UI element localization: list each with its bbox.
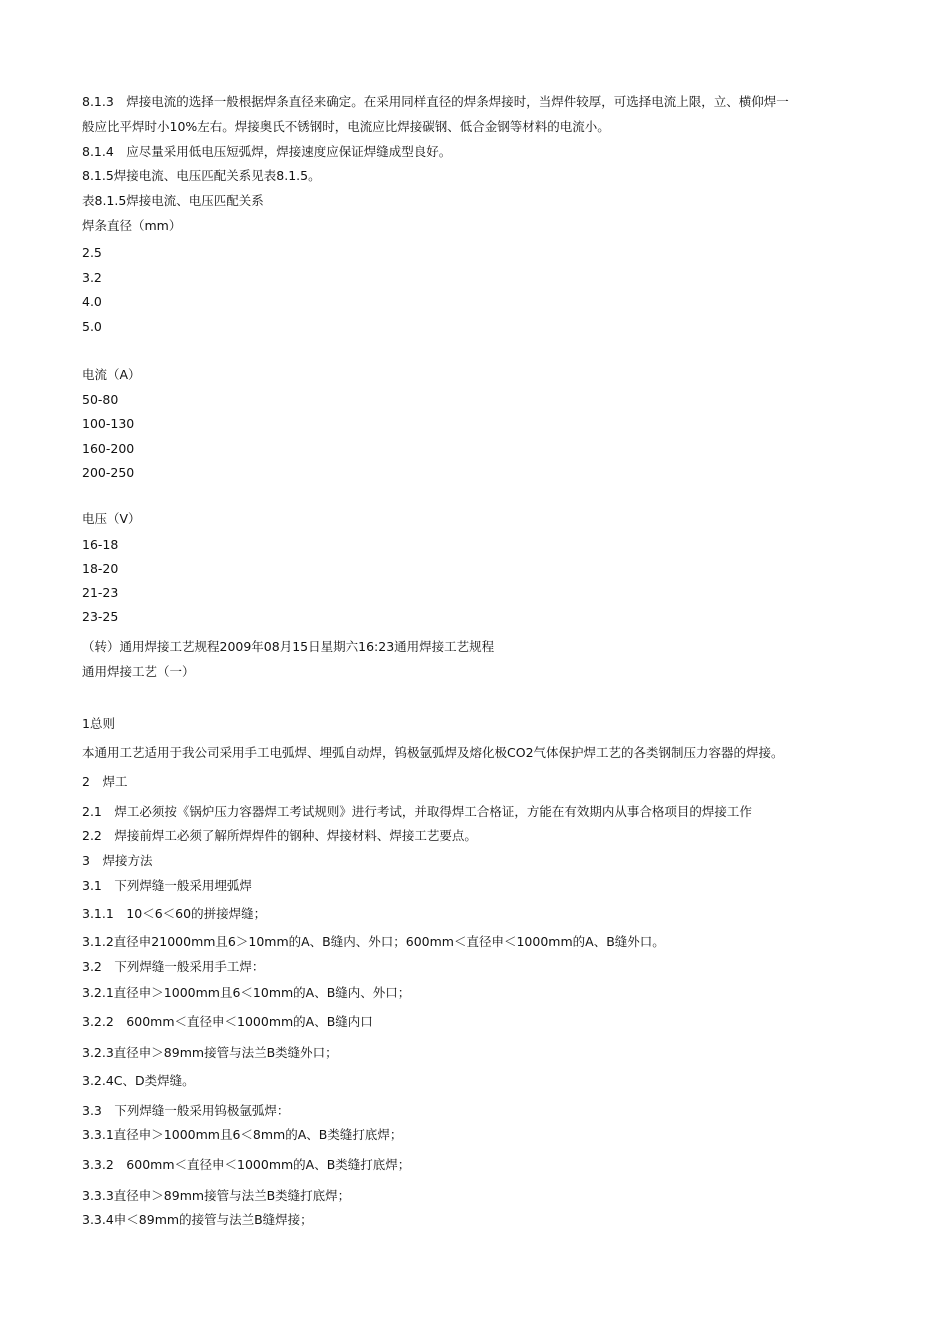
- para-3-3-3: 3.3.3直径申＞89mm接管与法兰B类缝打底焊；: [82, 1188, 351, 1203]
- para-3-2-1: 3.2.1直径申＞1000mm且6＜10mm的A、B缝内、外口；: [82, 985, 411, 1000]
- current-value: 200-250: [82, 465, 135, 480]
- para-3-2-3: 3.2.3直径申＞89mm接管与法兰B类缝外口；: [82, 1045, 338, 1060]
- para-3-2-4: 3.2.4C、D类焊缝。: [82, 1073, 195, 1088]
- current-value: 50-80: [82, 392, 119, 407]
- para-3-3-2: 3.3.2 600mm＜直径申＜1000mm的A、B类缝打底焊；: [82, 1157, 411, 1172]
- voltage-value: 23-25: [82, 609, 119, 624]
- para-3-2: 3.2 下列焊缝一般采用手工焊：: [82, 959, 265, 974]
- diameter-value: 3.2: [82, 270, 102, 285]
- para-3-1-1: 3.1.1 10＜6＜60的拼接焊缝；: [82, 906, 267, 921]
- para-3-3-1: 3.3.1直径申＞1000mm且6＜8mm的A、B类缝打底焊；: [82, 1127, 403, 1142]
- section-2-heading: 2 焊工: [82, 774, 128, 789]
- para-2-2: 2.2 焊接前焊工必须了解所焊焊件的钢种、焊接材料、焊接工艺要点。: [82, 828, 477, 843]
- diameter-value: 4.0: [82, 294, 102, 309]
- col-header-voltage: 电压（V）: [82, 511, 141, 526]
- col-header-current: 电流（A）: [82, 367, 141, 382]
- para-3-3: 3.3 下列焊缝一般采用钨极氩弧焊：: [82, 1103, 290, 1118]
- section-1-body: 本通用工艺适用于我公司采用手工电弧焊、埋弧自动焊，钨极氩弧焊及熔化极CO2气体保护焊工艺的各类钢制压力容器的焊接。: [82, 745, 784, 760]
- current-value: 160-200: [82, 441, 135, 456]
- col-header-diameter: 焊条直径（mm）: [82, 218, 182, 233]
- section-3-heading: 3 焊接方法: [82, 853, 153, 868]
- para-2-1: 2.1 焊工必须按《锅炉压力容器焊工考试规则》进行考试，并取得焊工合格证，方能在有效期内从事合格项目的焊接工作: [82, 804, 752, 819]
- voltage-value: 16-18: [82, 537, 119, 552]
- voltage-value: 18-20: [82, 561, 119, 576]
- para-8-1-5: 8.1.5焊接电流、电压匹配关系见表8.1.5。: [82, 168, 321, 183]
- section-1-heading: 1总则: [82, 716, 115, 731]
- doc-title: 通用焊接工艺（一）: [82, 664, 195, 679]
- current-value: 100-130: [82, 416, 135, 431]
- voltage-value: 21-23: [82, 585, 119, 600]
- para-8-1-3-line2: 般应比平焊时小10%左右。焊接奥氏不锈钢时，电流应比焊接碳钢、低合金钢等材料的电流小。: [82, 119, 610, 134]
- para-3-2-2: 3.2.2 600mm＜直径申＜1000mm的A、B缝内口: [82, 1014, 373, 1029]
- repost-header: （转）通用焊接工艺规程2009年08月15日星期六16:23通用焊接工艺规程: [82, 639, 495, 654]
- para-3-3-4: 3.3.4申＜89mm的接管与法兰B缝焊接；: [82, 1212, 313, 1227]
- diameter-value: 2.5: [82, 245, 102, 260]
- para-3-1: 3.1 下列焊缝一般采用埋弧焊: [82, 878, 252, 893]
- diameter-value: 5.0: [82, 319, 102, 334]
- table-caption: 表8.1.5焊接电流、电压匹配关系: [82, 193, 264, 208]
- para-8-1-4: 8.1.4 应尽量采用低电压短弧焊，焊接速度应保证焊缝成型良好。: [82, 144, 452, 159]
- para-8-1-3-line1: 8.1.3 焊接电流的选择一般根据焊条直径来确定。在采用同样直径的焊条焊接时，当焊件较厚，可选择电流上限，立、横仰焊一: [82, 94, 789, 109]
- para-3-1-2: 3.1.2直径申21000mm且6＞10mm的A、B缝内、外口；600mm＜直径申＜1000mm的A、B缝外口。: [82, 934, 665, 949]
